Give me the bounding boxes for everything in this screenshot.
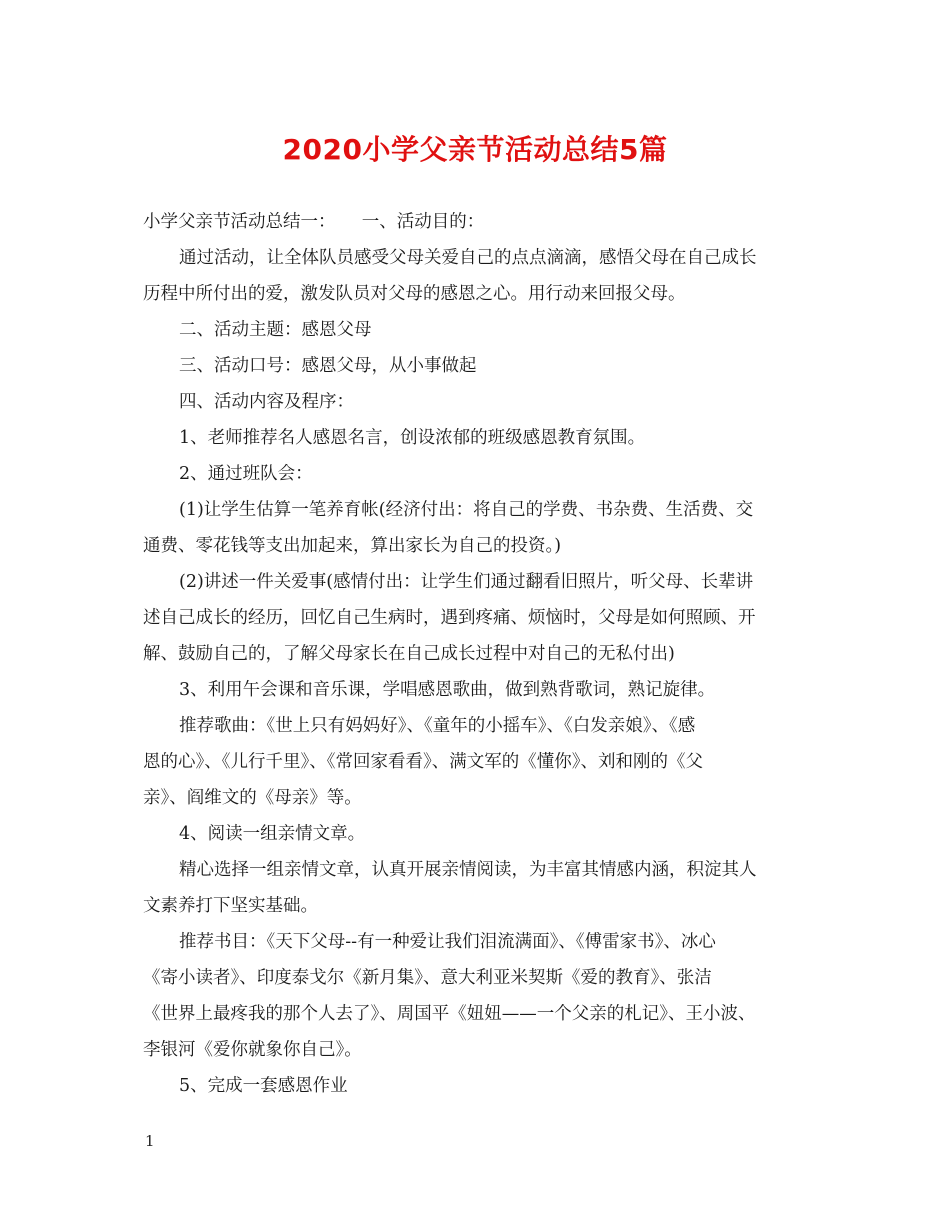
body-line: 文素养打下坚实基础。 xyxy=(143,896,318,916)
body-line: 恩的心》、《儿行千里》、《常回家看看》、满文军的《懂你》、刘和刚的《父 xyxy=(143,752,703,772)
body-line: (1)让学生估算一笔养育帐(经济付出：将自己的学费、书杂费、生活费、交 xyxy=(179,500,754,520)
body-line: 5、完成一套感恩作业 xyxy=(179,1076,348,1096)
body-line: 三、活动口号：感恩父母，从小事做起 xyxy=(179,356,477,376)
body-line: 《寄小读者》、印度泰戈尔《新月集》、意大利亚米契斯《爱的教育》、张洁 xyxy=(143,968,712,988)
body-line: 3、利用午会课和音乐课，学唱感恩歌曲，做到熟背歌词，熟记旋律。 xyxy=(179,680,716,700)
body-line: 历程中所付出的爱，激发队员对父母的感恩之心。用行动来回报父母。 xyxy=(143,284,686,304)
body-line: 述自己成长的经历，回忆自己生病时，遇到疼痛、烦恼时，父母是如何照顾、开 xyxy=(143,608,756,628)
body-line: 2、通过班队会： xyxy=(179,464,313,484)
body-line: 亲》、阎维文的《母亲》等。 xyxy=(143,788,362,808)
document-title: 2020小学父亲节活动总结5篇 xyxy=(282,133,668,166)
page-number: 1 xyxy=(145,1132,155,1150)
body-line: 二、活动主题：感恩父母 xyxy=(179,320,372,340)
body-line: 解、鼓励自己的，了解父母家长在自己成长过程中对自己的无私付出) xyxy=(143,644,675,664)
body-line: 《世界上最疼我的那个人去了》、周国平《妞妞——一个父亲的札记》、王小波、 xyxy=(143,1004,756,1024)
body-line: 通过活动，让全体队员感受父母关爱自己的点点滴滴，感悟父母在自己成长 xyxy=(179,248,757,268)
body-line: (2)讲述一件关爱事(感情付出：让学生们通过翻看旧照片，听父母、长辈讲 xyxy=(179,572,754,592)
body-line: 1、老师推荐名人感恩名言，创设浓郁的班级感恩教育氛围。 xyxy=(179,428,646,448)
body-line: 推荐书目：《天下父母--有一种爱让我们泪流满面》、《傅雷家书》、冰心 xyxy=(179,932,716,952)
body-line: 小学父亲节活动总结一： 一、活动目的： xyxy=(143,212,485,232)
body-line: 精心选择一组亲情文章，认真开展亲情阅读，为丰富其情感内涵，积淀其人 xyxy=(179,860,757,880)
document-body xyxy=(143,204,813,1104)
body-line: 通费、零花钱等支出加起来，算出家长为自己的投资。) xyxy=(143,536,562,556)
body-line: 推荐歌曲：《世上只有妈妈好》、《童年的小摇车》、《白发亲娘》、《感 xyxy=(179,716,696,736)
body-line: 李银河《爱你就象你自己》。 xyxy=(143,1040,362,1060)
body-line: 四、活动内容及程序： xyxy=(179,392,354,412)
body-line: 4、阅读一组亲情文章。 xyxy=(179,824,366,844)
